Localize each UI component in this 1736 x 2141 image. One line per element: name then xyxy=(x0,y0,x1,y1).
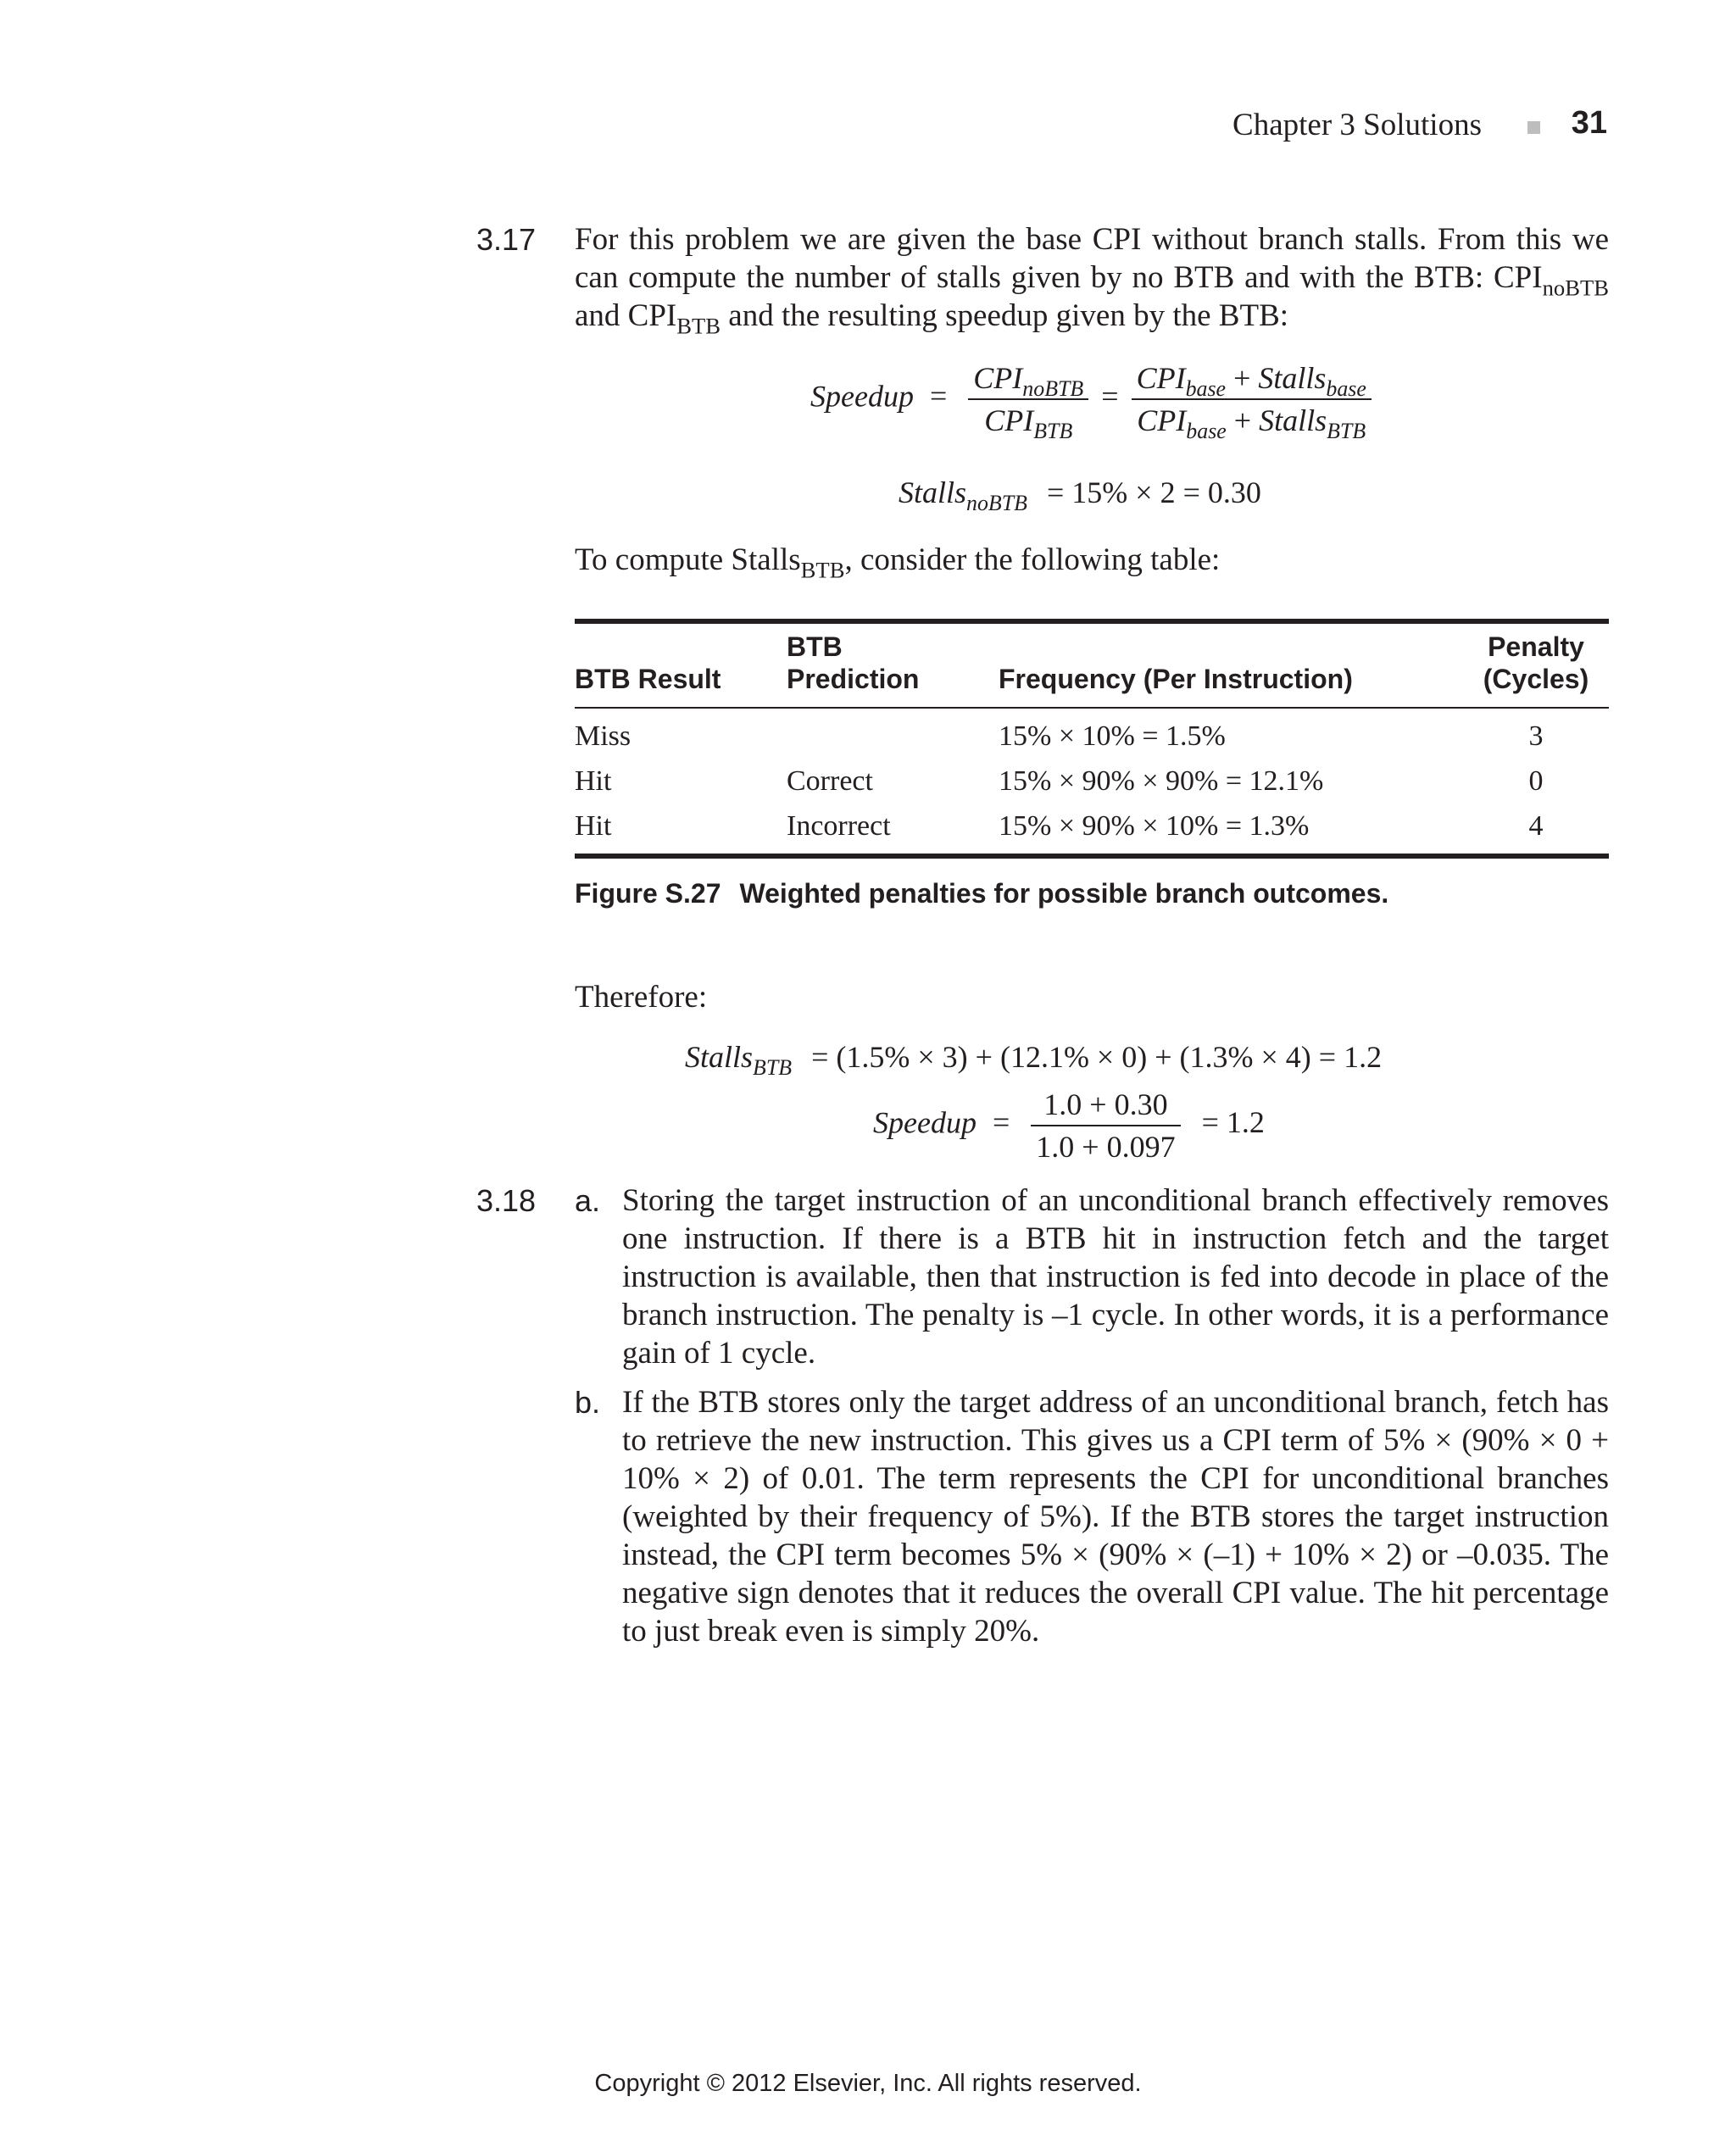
cell-result: Hit xyxy=(575,809,612,842)
table-bottom-rule xyxy=(575,854,1609,859)
therefore-text: Therefore: xyxy=(575,980,708,1015)
cell-penalty: 3 xyxy=(1528,720,1544,752)
problem-3-17-intro: For this problem we are given the base CPI without branch stalls. From this we can compute the number of stalls given by no BTB and with the BTB: $CPI_{noBTB}$ and $CPI_{BTB}$ and the resulting speedup given by the BTB: xyxy=(575,222,1609,339)
figure-caption xyxy=(575,878,1388,909)
cell-frequency: 15% × 90% × 90% = 12.1% xyxy=(999,765,1324,797)
col-header-btb-prediction: BTB Prediction xyxy=(787,631,920,694)
problem-number-3-17: 3.17 xyxy=(476,222,537,257)
cell-penalty: 4 xyxy=(1528,809,1544,842)
stalls-btb-equation: Stalls$_{BTB}$ = (1.5% × 3) + (12.1% × 0) + (1.3% × 4) = 1.2 xyxy=(685,1040,1383,1081)
cell-prediction: Correct xyxy=(787,765,873,797)
list-item-b: If the BTB stores only the target address of an unconditional branch, fetch has to retrieve the new instruction. This gives us a CPI term of 5% × (90% × 0 + 10% × 2) of 0.01. The term represents the CPI for unconditional branches (weighted by their frequency of 5%). If the BTB stores the target instruction instead, the CPI term becomes 5% × (90% × (–1) + 10% × 2) or –0.035. The negative sign denotes that it reduces the overall CPI value. The hit percentage to just break even is simply 20%. xyxy=(622,1385,1609,1649)
cell-frequency: 15% × 10% = 1.5% xyxy=(999,720,1226,752)
figure-caption-text: Weighted penalties for possible branch outcomes. xyxy=(739,878,1389,909)
cell-frequency: 15% × 90% × 10% = 1.3% xyxy=(999,809,1310,842)
list-marker-a: a. xyxy=(575,1183,601,1218)
list-item-a: Storing the target instruction of an unconditional branch effectively removes one instruction. If there is a BTB hit in instruction fetch and the target instruction is available, then that instruction is fed into decode in place of the branch instruction. The penalty is –1 cycle. In other words, it is a performance gain of 1 cycle. xyxy=(622,1183,1609,1371)
cell-prediction xyxy=(787,709,999,759)
table-row xyxy=(575,759,1609,804)
speedup-result-equation: Speedup = $\frac{1.0 + 0.30}{1.0 + 0.097}$ = 1.2 xyxy=(873,1087,1265,1164)
col-header-btb-result: BTB Result xyxy=(575,664,721,694)
figure-label: Figure S.27 xyxy=(575,878,721,909)
cell-penalty: 0 xyxy=(1528,765,1544,797)
speedup-result-fraction: $\frac{1.0 + 0.30}{1.0 + 0.097}$ xyxy=(1031,1087,1180,1165)
table-intro: To compute Stalls$_{BTB}$, consider the following table: xyxy=(575,542,1221,583)
cell-result: Hit xyxy=(575,765,612,797)
col-header-penalty: Penalty (Cycles) xyxy=(1483,631,1589,694)
table-header-row xyxy=(575,624,1609,707)
stalls-nobtb-equation: Stalls$_{noBTB}$ = 15% × 2 = 0.30 xyxy=(899,475,1261,516)
speedup-fraction-1: $\frac{CPI_{noBTB}}{CPI_{BTB}}$ xyxy=(968,360,1088,438)
speedup-equation: Speedup = $\frac{CPI_{noBTB}}{CPI_{BTB}}$ = $\frac{CPI_{base} + Stalls_{base}}{CPI_{base} + Stalls_{BTB}}$ xyxy=(810,360,1377,438)
speedup-fraction-2: $\frac{CPI_{base} + Stalls_{base}}{CPI_{base} + Stalls_{BTB}}$ xyxy=(1132,360,1372,438)
page-number: 31 xyxy=(1571,105,1607,141)
cell-result: Miss xyxy=(575,720,632,752)
running-head-separator xyxy=(1527,121,1540,134)
list-marker-b: b. xyxy=(575,1385,601,1420)
copyright-footer: Copyright © 2012 Elsevier, Inc. All rights reserved. xyxy=(594,2070,1142,2097)
table-row xyxy=(575,709,1609,759)
cell-prediction: Incorrect xyxy=(787,809,891,842)
table-row xyxy=(575,804,1609,854)
running-head-chapter-title: Chapter 3 Solutions xyxy=(1232,108,1482,142)
branch-outcome-table xyxy=(575,619,1609,859)
col-header-frequency: Frequency (Per Instruction) xyxy=(999,664,1353,694)
problem-number-3-18: 3.18 xyxy=(476,1183,537,1218)
